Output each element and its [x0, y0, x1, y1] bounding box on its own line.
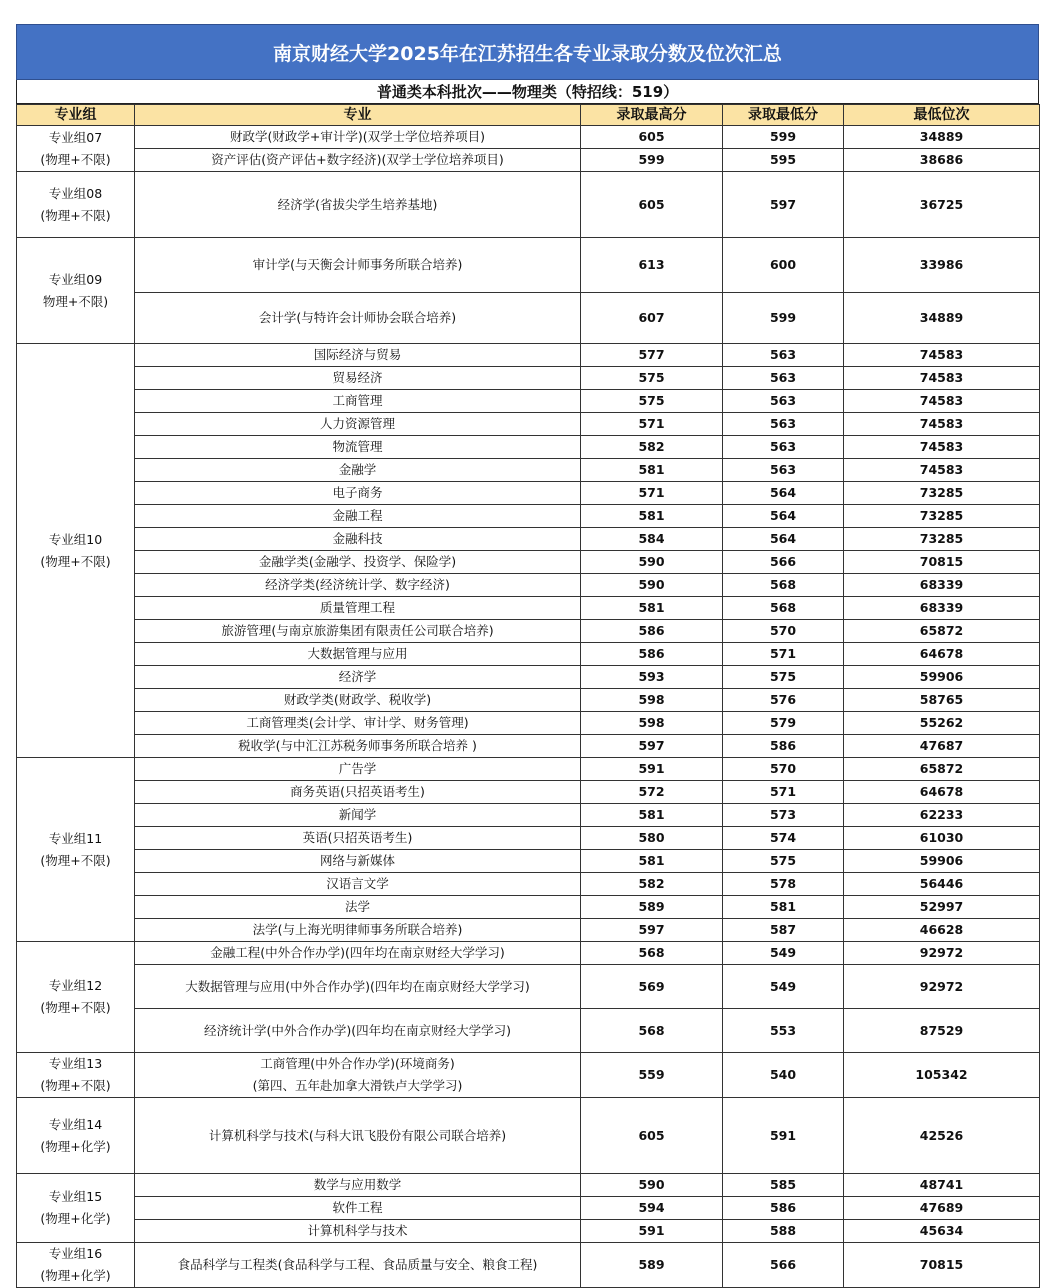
max-score-cell: 581: [581, 850, 723, 873]
major-cell: [135, 293, 581, 344]
min-rank-cell: 105342: [844, 1053, 1040, 1098]
table-row: [17, 597, 1040, 620]
major-cell: [135, 459, 581, 482]
min-score-cell: 563: [723, 367, 844, 390]
max-score-cell: 581: [581, 597, 723, 620]
table-row: [17, 1009, 1040, 1053]
table-row: [17, 850, 1040, 873]
min-rank-cell: 74583: [844, 390, 1040, 413]
max-score-cell: 590: [581, 574, 723, 597]
min-rank-cell: 73285: [844, 482, 1040, 505]
group-cell: [17, 1053, 135, 1098]
table-row: [17, 1197, 1040, 1220]
major-cell: [135, 689, 581, 712]
table-row: [17, 712, 1040, 735]
sheet-title: 南京财经大学2025年在江苏招生各专业录取分数及位次汇总: [16, 24, 1039, 80]
min-rank-cell: 46628: [844, 919, 1040, 942]
group-name: 专业组15: [48, 1189, 103, 1204]
major-name: 税收学(与中汇江苏税务师事务所联合培养 ): [238, 738, 477, 753]
major-name: 法学(与上海光明律师事务所联合培养): [252, 922, 463, 937]
header-row: [17, 105, 1040, 126]
group-cell: [17, 344, 135, 758]
table-row: [17, 574, 1040, 597]
max-score-cell: 598: [581, 712, 723, 735]
group-cell: [17, 942, 135, 1053]
major-cell: [135, 1197, 581, 1220]
min-rank-cell: 48741: [844, 1174, 1040, 1197]
major-cell: [135, 413, 581, 436]
min-rank-cell: 52997: [844, 896, 1040, 919]
min-rank-cell: 56446: [844, 873, 1040, 896]
min-rank-cell: 47687: [844, 735, 1040, 758]
min-rank-cell: 64678: [844, 781, 1040, 804]
min-score-cell: 591: [723, 1098, 844, 1174]
header-group: 专业组: [17, 105, 135, 126]
major-name: 工商管理(中外合作办学)(环境商务): [260, 1056, 455, 1071]
max-score-cell: 591: [581, 1220, 723, 1243]
major-cell: [135, 712, 581, 735]
major-cell: [135, 597, 581, 620]
table-row: [17, 1098, 1040, 1174]
min-rank-cell: 73285: [844, 505, 1040, 528]
min-rank-cell: 73285: [844, 528, 1040, 551]
major-cell: [135, 758, 581, 781]
max-score-cell: 568: [581, 942, 723, 965]
min-rank-cell: 92972: [844, 965, 1040, 1009]
major-name: 质量管理工程: [319, 600, 395, 615]
major-name: 人力资源管理: [319, 416, 395, 431]
min-score-cell: 563: [723, 436, 844, 459]
major-cell: [135, 149, 581, 172]
group-cell: [17, 758, 135, 942]
major-name: 财政学(财政学+审计学)(双学士学位培养项目): [230, 129, 485, 144]
major-cell: [135, 551, 581, 574]
table-row: [17, 804, 1040, 827]
min-score-cell: 566: [723, 1243, 844, 1288]
group-name: 专业组16: [48, 1246, 103, 1261]
max-score-cell: 597: [581, 919, 723, 942]
major-cell: [135, 666, 581, 689]
min-score-cell: 597: [723, 172, 844, 238]
min-score-cell: 563: [723, 344, 844, 367]
major-name: 审计学(与天衡会计师事务所联合培养): [252, 257, 463, 272]
table-row: [17, 689, 1040, 712]
major-cell: [135, 1174, 581, 1197]
table-row: [17, 735, 1040, 758]
min-rank-cell: 36725: [844, 172, 1040, 238]
group-subject: (物理+化学): [40, 1138, 111, 1154]
major-cell: [135, 942, 581, 965]
major-cell: [135, 620, 581, 643]
group-cell: [17, 238, 135, 344]
group-subject: 物理+不限): [42, 293, 109, 309]
group-cell: [17, 172, 135, 238]
min-rank-cell: 42526: [844, 1098, 1040, 1174]
major-name: 电子商务: [332, 485, 383, 500]
major-name: 工商管理类(会计学、审计学、财务管理): [246, 715, 469, 730]
major-name: 会计学(与特许会计师协会联合培养): [258, 310, 457, 325]
max-score-cell: 593: [581, 666, 723, 689]
major-name: (第四、五年赴加拿大滑铁卢大学学习): [252, 1078, 463, 1093]
max-score-cell: 581: [581, 459, 723, 482]
major-name: 工商管理: [332, 393, 383, 408]
min-score-cell: 566: [723, 551, 844, 574]
max-score-cell: 575: [581, 390, 723, 413]
max-score-cell: 575: [581, 367, 723, 390]
max-score-cell: 586: [581, 620, 723, 643]
max-score-cell: 569: [581, 965, 723, 1009]
min-rank-cell: 74583: [844, 344, 1040, 367]
table-row: [17, 643, 1040, 666]
table-row: [17, 1174, 1040, 1197]
major-name: 法学: [344, 899, 370, 914]
min-score-cell: 568: [723, 574, 844, 597]
major-name: 金融科技: [332, 531, 383, 546]
max-score-cell: 598: [581, 689, 723, 712]
min-score-cell: 600: [723, 238, 844, 293]
min-score-cell: 575: [723, 666, 844, 689]
min-score-cell: 570: [723, 758, 844, 781]
major-name: 广告学: [338, 761, 377, 776]
min-score-cell: 564: [723, 482, 844, 505]
table-row: [17, 781, 1040, 804]
major-name: 物流管理: [332, 439, 383, 454]
min-rank-cell: 74583: [844, 436, 1040, 459]
max-score-cell: 582: [581, 436, 723, 459]
table-row: [17, 666, 1040, 689]
max-score-cell: 571: [581, 413, 723, 436]
min-score-cell: 553: [723, 1009, 844, 1053]
major-name: 金融工程(中外合作办学)(四年均在南京财经大学学习): [210, 945, 505, 960]
major-name: 软件工程: [332, 1200, 383, 1215]
major-name: 经济学类(经济统计学、数字经济): [265, 577, 450, 592]
major-cell: [135, 1053, 581, 1098]
min-score-cell: 549: [723, 965, 844, 1009]
max-score-cell: 605: [581, 126, 723, 149]
group-subject: (物理+化学): [40, 1268, 111, 1283]
min-rank-cell: 70815: [844, 1243, 1040, 1288]
table-row: [17, 293, 1040, 344]
major-cell: [135, 505, 581, 528]
major-name: 计算机科学与技术: [307, 1223, 408, 1238]
table-row: [17, 1053, 1040, 1098]
min-rank-cell: 61030: [844, 827, 1040, 850]
header-min-score: 录取最低分: [723, 105, 844, 126]
min-score-cell: 587: [723, 919, 844, 942]
table-row: [17, 873, 1040, 896]
min-score-cell: 599: [723, 126, 844, 149]
min-score-cell: 575: [723, 850, 844, 873]
min-rank-cell: 55262: [844, 712, 1040, 735]
min-rank-cell: 38686: [844, 149, 1040, 172]
table-row: [17, 126, 1040, 149]
major-name: 大数据管理与应用: [307, 646, 408, 661]
major-cell: [135, 172, 581, 238]
major-cell: [135, 238, 581, 293]
table-row: [17, 827, 1040, 850]
min-rank-cell: 47689: [844, 1197, 1040, 1220]
max-score-cell: 580: [581, 827, 723, 850]
major-name: 汉语言文学: [326, 876, 389, 891]
max-score-cell: 586: [581, 643, 723, 666]
max-score-cell: 581: [581, 505, 723, 528]
min-score-cell: 549: [723, 942, 844, 965]
major-cell: [135, 1220, 581, 1243]
major-name: 贸易经济: [332, 370, 383, 385]
max-score-cell: 591: [581, 758, 723, 781]
min-rank-cell: 34889: [844, 126, 1040, 149]
major-name: 旅游管理(与南京旅游集团有限责任公司联合培养): [221, 623, 494, 638]
major-cell: [135, 574, 581, 597]
min-rank-cell: 70815: [844, 551, 1040, 574]
min-score-cell: 571: [723, 781, 844, 804]
major-cell: [135, 344, 581, 367]
major-cell: [135, 367, 581, 390]
min-rank-cell: 59906: [844, 850, 1040, 873]
max-score-cell: 568: [581, 1009, 723, 1053]
group-name: 专业组13: [48, 1056, 103, 1071]
table-row: [17, 390, 1040, 413]
min-score-cell: 588: [723, 1220, 844, 1243]
max-score-cell: 584: [581, 528, 723, 551]
group-subject: (物理+不限): [40, 1000, 111, 1015]
major-name: 计算机科学与技术(与科大讯飞股份有限公司联合培养): [208, 1127, 507, 1143]
major-name: 金融学: [338, 462, 377, 477]
table-row: [17, 919, 1040, 942]
group-cell: [17, 1174, 135, 1243]
group-cell: [17, 1098, 135, 1174]
min-score-cell: 573: [723, 804, 844, 827]
min-score-cell: 586: [723, 1197, 844, 1220]
table-row: [17, 436, 1040, 459]
min-rank-cell: 74583: [844, 367, 1040, 390]
min-score-cell: 540: [723, 1053, 844, 1098]
min-rank-cell: 33986: [844, 238, 1040, 293]
group-cell: [17, 126, 135, 172]
min-score-cell: 563: [723, 390, 844, 413]
table-row: [17, 238, 1040, 293]
major-name: 经济统计学(中外合作办学)(四年均在南京财经大学学习): [203, 1022, 511, 1038]
major-cell: [135, 850, 581, 873]
group-name: 专业组12: [48, 978, 103, 993]
group-name: 专业组14: [48, 1116, 103, 1132]
max-score-cell: 607: [581, 293, 723, 344]
min-score-cell: 568: [723, 597, 844, 620]
min-rank-cell: 74583: [844, 459, 1040, 482]
major-cell: [135, 781, 581, 804]
min-score-cell: 563: [723, 413, 844, 436]
major-cell: [135, 1243, 581, 1288]
group-name: 专业组08: [48, 185, 103, 201]
min-rank-cell: 65872: [844, 758, 1040, 781]
major-name: 大数据管理与应用(中外合作办学)(四年均在南京财经大学学习): [185, 978, 530, 994]
table-row: [17, 896, 1040, 919]
group-name: 专业组07: [48, 129, 103, 145]
max-score-cell: 577: [581, 344, 723, 367]
major-name: 经济学(省拔尖学生培养基地): [277, 196, 438, 212]
major-name: 财政学类(财政学、税收学): [283, 692, 432, 707]
major-name: 资产评估(资产评估+数字经济)(双学士学位培养项目): [211, 152, 504, 167]
major-name: 国际经济与贸易: [313, 347, 402, 362]
min-rank-cell: 92972: [844, 942, 1040, 965]
min-score-cell: 586: [723, 735, 844, 758]
group-subject: (物理+不限): [40, 151, 111, 167]
major-name: 商务英语(只招英语考生): [290, 784, 425, 799]
max-score-cell: 590: [581, 551, 723, 574]
group-subject: (物理+不限): [40, 1078, 111, 1093]
min-rank-cell: 59906: [844, 666, 1040, 689]
min-rank-cell: 65872: [844, 620, 1040, 643]
table-row: [17, 620, 1040, 643]
major-cell: [135, 804, 581, 827]
table-row: [17, 758, 1040, 781]
header-min-rank: 最低位次: [844, 105, 1040, 126]
max-score-cell: 589: [581, 896, 723, 919]
min-score-cell: 563: [723, 459, 844, 482]
group-name: 专业组09: [48, 271, 103, 287]
major-cell: [135, 735, 581, 758]
table-row: [17, 149, 1040, 172]
min-score-cell: 571: [723, 643, 844, 666]
table-row: [17, 528, 1040, 551]
score-table: [16, 104, 1040, 1288]
table-row: [17, 482, 1040, 505]
table-row: [17, 551, 1040, 574]
major-cell: [135, 436, 581, 459]
major-name: 新闻学: [338, 807, 377, 822]
group-name: 专业组10: [48, 531, 103, 547]
major-name: 网络与新媒体: [319, 853, 395, 868]
max-score-cell: 581: [581, 804, 723, 827]
min-rank-cell: 64678: [844, 643, 1040, 666]
min-score-cell: 595: [723, 149, 844, 172]
max-score-cell: 594: [581, 1197, 723, 1220]
min-rank-cell: 74583: [844, 413, 1040, 436]
min-rank-cell: 87529: [844, 1009, 1040, 1053]
score-sheet: [16, 24, 1039, 1288]
max-score-cell: 589: [581, 1243, 723, 1288]
min-rank-cell: 58765: [844, 689, 1040, 712]
max-score-cell: 613: [581, 238, 723, 293]
major-cell: [135, 390, 581, 413]
major-name: 金融学类(金融学、投资学、保险学): [258, 554, 457, 569]
min-score-cell: 570: [723, 620, 844, 643]
major-name: 经济学: [338, 669, 377, 684]
major-cell: [135, 919, 581, 942]
min-score-cell: 564: [723, 505, 844, 528]
table-row: [17, 344, 1040, 367]
major-cell: [135, 896, 581, 919]
major-cell: [135, 1009, 581, 1053]
max-score-cell: 597: [581, 735, 723, 758]
header-max-score: 录取最高分: [581, 105, 723, 126]
max-score-cell: 582: [581, 873, 723, 896]
min-score-cell: 579: [723, 712, 844, 735]
major-cell: [135, 482, 581, 505]
table-row: [17, 172, 1040, 238]
table-row: [17, 965, 1040, 1009]
max-score-cell: 605: [581, 172, 723, 238]
max-score-cell: 605: [581, 1098, 723, 1174]
min-score-cell: 578: [723, 873, 844, 896]
table-row: [17, 413, 1040, 436]
min-rank-cell: 68339: [844, 597, 1040, 620]
max-score-cell: 572: [581, 781, 723, 804]
table-row: [17, 1220, 1040, 1243]
header-major: 专业: [135, 105, 581, 126]
min-rank-cell: 62233: [844, 804, 1040, 827]
major-name: 数学与应用数学: [313, 1177, 402, 1192]
min-score-cell: 581: [723, 896, 844, 919]
major-cell: [135, 827, 581, 850]
major-cell: [135, 643, 581, 666]
group-subject: (物理+不限): [40, 852, 111, 868]
major-cell: [135, 528, 581, 551]
min-score-cell: 585: [723, 1174, 844, 1197]
group-cell: [17, 1243, 135, 1288]
major-cell: [135, 126, 581, 149]
group-name: 专业组11: [48, 830, 103, 846]
min-score-cell: 564: [723, 528, 844, 551]
group-subject: (物理+不限): [40, 207, 111, 223]
min-rank-cell: 34889: [844, 293, 1040, 344]
group-subject: (物理+化学): [40, 1211, 111, 1226]
sheet-subtitle: 普通类本科批次——物理类（特招线：519）: [16, 80, 1039, 104]
max-score-cell: 590: [581, 1174, 723, 1197]
table-row: [17, 505, 1040, 528]
max-score-cell: 571: [581, 482, 723, 505]
max-score-cell: 599: [581, 149, 723, 172]
max-score-cell: 559: [581, 1053, 723, 1098]
major-name: 英语(只招英语考生): [302, 830, 413, 845]
table-row: [17, 942, 1040, 965]
table-row: [17, 1243, 1040, 1288]
major-name: 金融工程: [332, 508, 383, 523]
major-name: 食品科学与工程类(食品科学与工程、食品质量与安全、粮食工程): [177, 1257, 538, 1272]
min-rank-cell: 45634: [844, 1220, 1040, 1243]
table-body: [17, 126, 1040, 1288]
table-row: [17, 459, 1040, 482]
major-cell: [135, 965, 581, 1009]
min-score-cell: 574: [723, 827, 844, 850]
min-score-cell: 576: [723, 689, 844, 712]
group-subject: (物理+不限): [40, 553, 111, 569]
min-rank-cell: 68339: [844, 574, 1040, 597]
table-row: [17, 367, 1040, 390]
major-cell: [135, 873, 581, 896]
min-score-cell: 599: [723, 293, 844, 344]
major-cell: [135, 1098, 581, 1174]
